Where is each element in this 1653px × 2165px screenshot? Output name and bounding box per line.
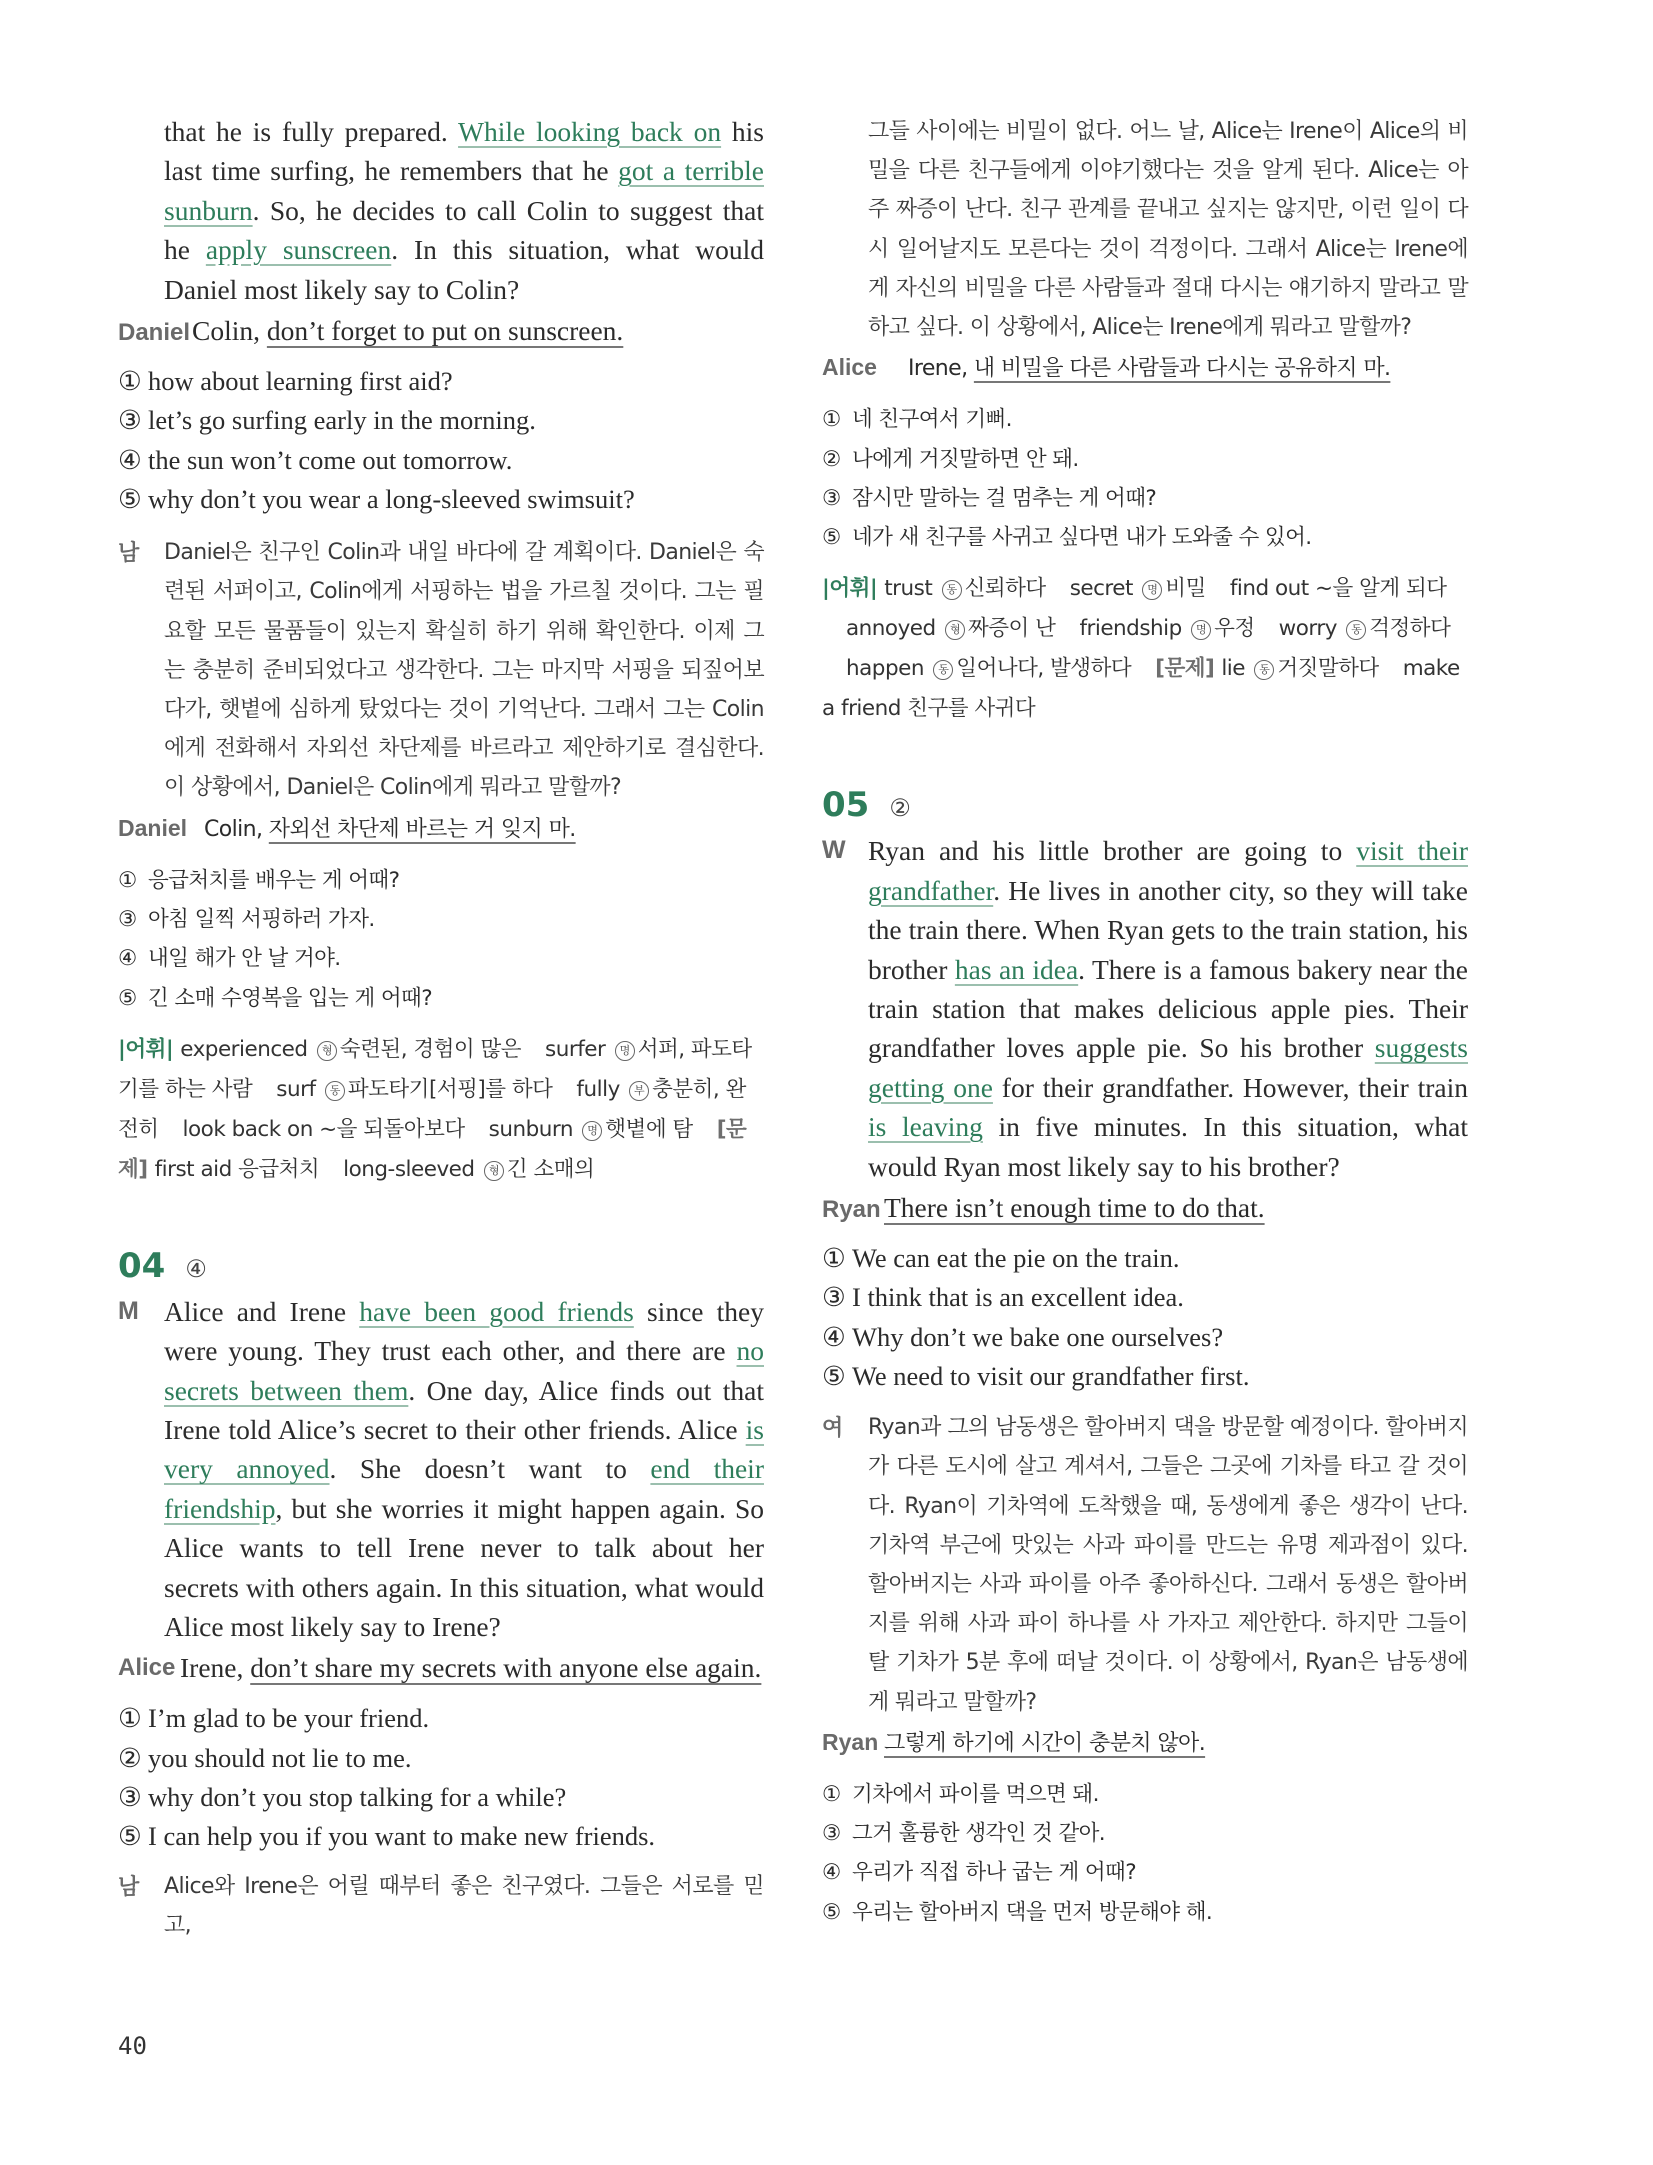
option-text: 응급처치를 배우는 게 어때?	[148, 867, 400, 893]
vocab-word: fully	[576, 1076, 627, 1102]
passage-text: . One day, Alice finds out that Irene told Alice’s secret to their other friends. Alice	[164, 1374, 764, 1446]
q5-options-en	[822, 1239, 1468, 1396]
option-number: ⑤	[822, 525, 841, 551]
vocab-meaning: 비밀	[1165, 576, 1206, 602]
vocab-meaning: 거짓말하다	[1277, 656, 1379, 682]
answer-option	[118, 861, 764, 900]
part-of-speech-icon: 명	[1191, 620, 1211, 640]
vocab-meaning: 충분히, 완전히	[118, 1076, 746, 1142]
vocab-word: make a friend	[822, 656, 1460, 722]
q4-answer-line	[118, 1648, 764, 1687]
option-number: ④	[822, 1860, 841, 1886]
option-number: ⑤	[118, 483, 142, 514]
vocab-word: find out	[1229, 576, 1316, 602]
answer-option	[118, 401, 764, 440]
speaker-label: Alice	[118, 1654, 176, 1682]
vocab-meaning: 친구를 사귀다	[907, 696, 1036, 722]
option-number: ①	[118, 1703, 142, 1734]
answer-option	[118, 1739, 764, 1778]
option-number: ④	[822, 1321, 846, 1352]
q5-options-ko	[822, 1775, 1468, 1932]
vocab-word: experienced	[180, 1036, 314, 1062]
option-text: 잠시만 말하는 걸 멈추는 게 어때?	[852, 485, 1157, 511]
answer-prefix: Irene,	[908, 356, 968, 382]
q5-ko-answer-text: 그렇게 하기에 시간이 충분치 않아.	[884, 1730, 1206, 1756]
vocab-item	[276, 1077, 552, 1102]
answer-prefix: Irene,	[180, 1652, 244, 1684]
q3-passage-block	[118, 112, 764, 309]
q3-answer-text: don’t forget to put on sunscreen.	[266, 315, 624, 347]
option-number: ④	[118, 444, 142, 475]
option-text: 네가 새 친구를 사귀고 싶다면 내가 도와줄 수 있어.	[852, 525, 1312, 551]
vocab-meaning: 우정	[1214, 616, 1255, 642]
answer-prefix: Colin,	[192, 315, 260, 347]
option-text: you should not lie to me.	[148, 1742, 412, 1773]
question-number: 05	[822, 785, 870, 826]
question-number: 04	[118, 1245, 166, 1286]
passage-text: Ryan and his little brother are going to	[868, 835, 1357, 867]
q4-vocabulary	[822, 569, 1468, 729]
part-of-speech-icon: 동	[1346, 620, 1366, 640]
vocab-word: sunburn	[488, 1116, 580, 1142]
q3-vocabulary	[118, 1030, 764, 1190]
vocab-meaning: 긴 소매의	[506, 1156, 595, 1182]
speaker-label: 남	[118, 540, 140, 566]
key-phrase: is very annoyed	[164, 1414, 764, 1485]
vocab-tag: |어휘|	[118, 1036, 181, 1062]
part-of-speech-icon: 명	[1142, 580, 1162, 600]
answer-mark: ②	[889, 794, 911, 823]
passage-text: . In this situation, what would Daniel most likely say to Colin?	[164, 234, 764, 305]
vocab-word: annoyed	[846, 616, 943, 642]
key-phrase: is leaving	[868, 1111, 983, 1143]
option-text: Why don’t we bake one ourselves?	[852, 1321, 1224, 1352]
key-phrase: While looking back on	[458, 116, 722, 147]
part-of-speech-icon: 형	[945, 620, 965, 640]
problem-vocab-tag: [문제]	[118, 1116, 747, 1182]
option-text: why don’t you wear a long-sleeved swimsuit?	[148, 483, 635, 514]
answer-option	[822, 518, 1468, 557]
option-number: ⑤	[118, 1821, 142, 1852]
q4-passage-block	[118, 1292, 764, 1647]
passage-text: . So, he decides to call Colin to suggest that he	[164, 194, 764, 266]
page-number: 40	[118, 2032, 147, 2060]
passage-text: that he is fully prepared.	[164, 116, 459, 147]
vocab-item	[1221, 656, 1378, 681]
answer-mark: ④	[185, 1254, 207, 1283]
answer-option	[822, 1853, 1468, 1892]
option-text: I’m glad to be your friend.	[148, 1703, 430, 1734]
passage-text: . She doesn’t want to	[329, 1453, 651, 1485]
answer-option	[822, 1239, 1468, 1278]
right-column	[822, 112, 1468, 1932]
speaker-label: W	[822, 836, 846, 865]
option-text: I can help you if you want to make new friends.	[148, 1821, 656, 1852]
q3-options-ko	[118, 861, 764, 1018]
option-text: 기차에서 파이를 먹으면 돼.	[852, 1781, 1099, 1807]
vocab-item	[1279, 616, 1451, 641]
q4-answer-text: don’t share my secrets with anyone else again.	[250, 1652, 762, 1684]
answer-option	[822, 1814, 1468, 1853]
option-text: 우리가 직접 하나 굽는 게 어때?	[852, 1860, 1137, 1886]
vocab-tag: |어휘|	[822, 576, 885, 602]
q5-answer-text: There isn’t enough time to do that.	[884, 1192, 1265, 1224]
q3-passage	[164, 112, 764, 309]
key-phrase: no secrets between them	[164, 1335, 764, 1406]
vocab-word: lie	[1221, 656, 1252, 682]
q5-passage	[868, 831, 1468, 1186]
vocab-meaning: 걱정하다	[1369, 616, 1451, 642]
part-of-speech-icon: 동	[325, 1081, 345, 1101]
answer-option	[118, 480, 764, 519]
q3-answer-line	[118, 311, 764, 350]
option-text: let’s go surfing early in the morning.	[148, 405, 536, 436]
vocab-meaning: 짜증이 난	[968, 616, 1056, 642]
vocab-item	[1070, 576, 1206, 601]
answer-option	[118, 441, 764, 480]
option-number: ③	[822, 1282, 846, 1313]
option-number: ①	[118, 366, 142, 397]
vocab-meaning: 신뢰하다	[964, 576, 1046, 602]
vocab-item	[489, 1117, 693, 1142]
answer-prefix: Colin,	[204, 816, 263, 842]
q5-translation: Ryan과 그의 남동생은 할아버지 댁을 방문할 예정이다. 할아버지가 다른 도시에 살고 계셔서, 그들은 그곳에 기차를 타고 갈 것이다. Ryan이 기차역에 도착했을 때, 동생에게 좋은 생각이 난다. 기차역 부근에 맛있는 사과 파이를 만드는 유명 제과점이 있다. 할아버지는 사과 파이를 아주 좋아하신다. 그래서 동생은 할아버지를 위해 사과 파이 하나를 사 가자고 제안한다. 하지만 그들이 탈 기차가 5분 후에 떠날 것이다. 이 상황에서, Ryan은 남동생에게 뭐라고 말할까?	[868, 1415, 1468, 1715]
q4-ko-answer-text: 내 비밀을 다른 사람들과 다시는 공유하지 마.	[973, 356, 1391, 382]
answer-option	[822, 1278, 1468, 1317]
part-of-speech-icon: 명	[615, 1041, 635, 1061]
q5-answer-line	[822, 1188, 1468, 1227]
q4-options-en	[118, 1699, 764, 1856]
option-number: ②	[118, 1742, 142, 1773]
option-text: 긴 소매 수영복을 입는 게 어때?	[148, 985, 433, 1011]
speaker-label: Daniel	[118, 319, 191, 347]
q4-translation-start: Alice와 Irene은 어릴 때부터 좋은 친구였다. 그들은 서로를 믿고,	[164, 1873, 764, 1938]
answer-option	[822, 1893, 1468, 1932]
answer-option	[822, 1318, 1468, 1357]
answer-option	[822, 479, 1468, 518]
vocab-word: surf	[276, 1076, 322, 1102]
vocab-meaning: 숙련된, 경험이 많은	[339, 1036, 522, 1062]
option-number: ④	[118, 946, 137, 972]
speaker-label: Alice	[822, 354, 877, 381]
vocab-meaning: 파도타기[서핑]를 하다	[347, 1076, 553, 1102]
option-number: ③	[118, 906, 137, 932]
option-text: 내일 해가 안 날 거야.	[148, 946, 341, 972]
vocab-item	[155, 1157, 320, 1182]
vocab-item	[846, 656, 1131, 681]
vocab-item	[343, 1157, 594, 1182]
option-number: ①	[822, 407, 841, 433]
q4-options-ko	[822, 400, 1468, 557]
option-number: ③	[822, 1821, 841, 1847]
answer-option	[822, 440, 1468, 479]
option-text: 나에게 거짓말하면 안 돼.	[852, 446, 1079, 472]
option-number: ③	[118, 405, 142, 436]
vocab-item	[1079, 616, 1254, 641]
q5-heading	[822, 785, 1468, 825]
key-phrase: have been good friends	[359, 1295, 634, 1327]
part-of-speech-icon: 형	[484, 1161, 504, 1181]
part-of-speech-icon: 동	[1254, 660, 1274, 680]
vocab-item	[884, 576, 1045, 601]
vocab-meaning: ~을 알게 되다	[1315, 576, 1447, 602]
speaker-label: 여	[822, 1415, 844, 1441]
key-phrase: apply sunscreen	[205, 234, 392, 266]
passage-text: Alice and Irene	[164, 1295, 360, 1327]
vocab-word: look back on	[182, 1116, 320, 1142]
passage-text: since they were young. They trust each other, and there are	[164, 1295, 764, 1367]
vocab-word: worry	[1278, 616, 1344, 642]
vocab-item	[183, 1117, 465, 1142]
part-of-speech-icon: 동	[933, 660, 953, 680]
left-column	[118, 112, 764, 1945]
option-text: 네 친구여서 기뻐.	[852, 407, 1012, 433]
passage-text: . He lives in another city, so they will take the train there. When Ryan gets to the train station, his brother	[868, 874, 1468, 985]
passage-text: , but she worries it might happen again. So Alice wants to tell Irene never to talk about her secrets with others again. In this situation, what would Alice most likely say to Irene?	[164, 1492, 764, 1643]
option-number: ⑤	[822, 1360, 846, 1391]
answer-option	[822, 1357, 1468, 1396]
option-number: ①	[822, 1243, 846, 1274]
vocab-word: happen	[846, 656, 931, 682]
speaker-label: Ryan	[822, 1196, 881, 1224]
answer-option	[118, 979, 764, 1018]
vocab-word: surfer	[545, 1036, 612, 1062]
option-text: the sun won’t come out tomorrow.	[148, 444, 513, 475]
option-text: 아침 일찍 서핑하러 가자.	[148, 906, 375, 932]
q5-passage-block	[822, 831, 1468, 1186]
speaker-label: Daniel	[118, 814, 188, 841]
passage-text: . There is a famous bakery near the train station that makes delicious apple pies. Their grandfather loves apple pie. So his brother	[868, 953, 1469, 1064]
vocab-word: long-sleeved	[343, 1156, 481, 1182]
part-of-speech-icon: 동	[942, 580, 962, 600]
vocab-meaning: 서퍼, 파도타기를 하는 사람	[118, 1036, 752, 1102]
option-number: ②	[822, 446, 841, 472]
q5-translation-block	[822, 1408, 1468, 1722]
vocab-word: friendship	[1079, 616, 1189, 642]
option-text: how about learning first aid?	[148, 366, 453, 397]
option-text: We can eat the pie on the train.	[852, 1243, 1180, 1274]
option-text: 우리는 할아버지 댁을 먼저 방문해야 해.	[852, 1899, 1213, 1925]
key-phrase: suggests getting one	[868, 1032, 1468, 1103]
answer-option	[118, 900, 764, 939]
option-number: ⑤	[118, 985, 137, 1011]
passage-text: in five minutes. In this situation, what would Ryan most likely say to his brother?	[868, 1111, 1468, 1182]
option-text: I think that is an excellent idea.	[852, 1282, 1184, 1313]
vocab-item	[1230, 576, 1447, 601]
answer-option	[822, 1775, 1468, 1814]
answer-option	[118, 1778, 764, 1817]
vocab-meaning: ~을 되돌아보다	[319, 1116, 465, 1142]
q4-translation-start-block	[118, 1867, 764, 1945]
option-text: why don’t you stop talking for a while?	[148, 1782, 567, 1813]
vocab-word: trust	[884, 576, 939, 602]
q4-ko-answer-line	[822, 349, 1468, 388]
q3-options-en	[118, 362, 764, 519]
q3-ko-answer-text: 자외선 차단제 바르는 거 잊지 마.	[268, 816, 576, 842]
q4-passage	[164, 1292, 764, 1647]
option-number: ⑤	[822, 1899, 841, 1925]
option-number: ①	[118, 867, 137, 893]
q3-translation: Daniel은 친구인 Colin과 내일 바다에 갈 계획이다. Daniel은 숙련된 서퍼이고, Colin에게 서핑하는 법을 가르칠 것이다. 그는 필요할 모든 물품들이 있는지 확실히 하기 위해 확인한다. 이제 그는 충분히 준비되었다고 생각한다. 그는 마지막 서핑을 되짚어보다가, 햇볕에 심하게 탔었다는 것이 기억난다. 그래서 그는 Colin에게 전화해서 자외선 차단제를 바르라고 제안하기로 결심한다. 이 상황에서, Daniel은 Colin에게 뭐라고 말할까?	[164, 540, 764, 801]
key-phrase: got a terrible sunburn	[164, 155, 764, 226]
answer-option	[118, 362, 764, 401]
answer-option	[118, 939, 764, 978]
key-phrase: end their friendship	[164, 1453, 764, 1524]
part-of-speech-icon: 형	[317, 1041, 337, 1061]
speaker-label: M	[118, 1296, 139, 1325]
speaker-label: 남	[118, 1873, 140, 1899]
vocab-item	[180, 1037, 521, 1062]
problem-vocab-tag: [문제]	[1155, 656, 1222, 682]
key-phrase: visit their grandfather	[868, 835, 1468, 906]
q4-translation-cont: 그들 사이에는 비밀이 없다. 어느 날, Alice는 Irene이 Alice의 비밀을 다른 친구들에게 이야기했다는 것을 알게 된다. Alice는 아주 짜증이 난다. 친구 관계를 끝내고 싶지는 않지만, 이런 일이 다시 일어날지도 모른다는 것이 걱정이다. 그래서 Alice는 Irene에게 자신의 비밀을 다른 사람들과 절대 다시는 얘기하지 말라고 말하고 싶다. 이 상황에서, Alice는 Irene에게 뭐라고 말할까?	[868, 119, 1468, 341]
q4-translation-cont-block	[822, 112, 1468, 347]
option-number: ①	[822, 1781, 841, 1807]
vocab-meaning: 응급처치	[238, 1156, 320, 1182]
key-phrase: has an idea	[954, 953, 1079, 985]
answer-option	[118, 1699, 764, 1738]
part-of-speech-icon: 명	[582, 1121, 602, 1141]
speaker-label: Ryan	[822, 1728, 879, 1755]
answer-option	[822, 400, 1468, 439]
vocab-word: first aid	[154, 1156, 239, 1182]
option-text: We need to visit our grandfather first.	[852, 1360, 1250, 1391]
q3-translation-block	[118, 533, 764, 807]
q3-ko-answer-line	[118, 810, 764, 849]
passage-text: for their grandfather. However, their train	[992, 1071, 1468, 1103]
vocab-meaning: 햇볕에 탐	[605, 1116, 693, 1142]
option-number: ③	[118, 1782, 142, 1813]
q5-ko-answer-line	[822, 1724, 1468, 1763]
vocab-item	[846, 616, 1055, 641]
option-number: ③	[822, 485, 841, 511]
vocab-meaning: 일어나다, 발생하다	[956, 656, 1132, 682]
answer-option	[118, 1817, 764, 1856]
q4-heading	[118, 1246, 764, 1286]
vocab-word: secret	[1069, 576, 1140, 602]
passage-text: his last time surfing, he remembers that he	[164, 116, 764, 187]
option-text: 그거 훌륭한 생각인 것 같아.	[852, 1821, 1106, 1847]
part-of-speech-icon: 부	[629, 1081, 649, 1101]
